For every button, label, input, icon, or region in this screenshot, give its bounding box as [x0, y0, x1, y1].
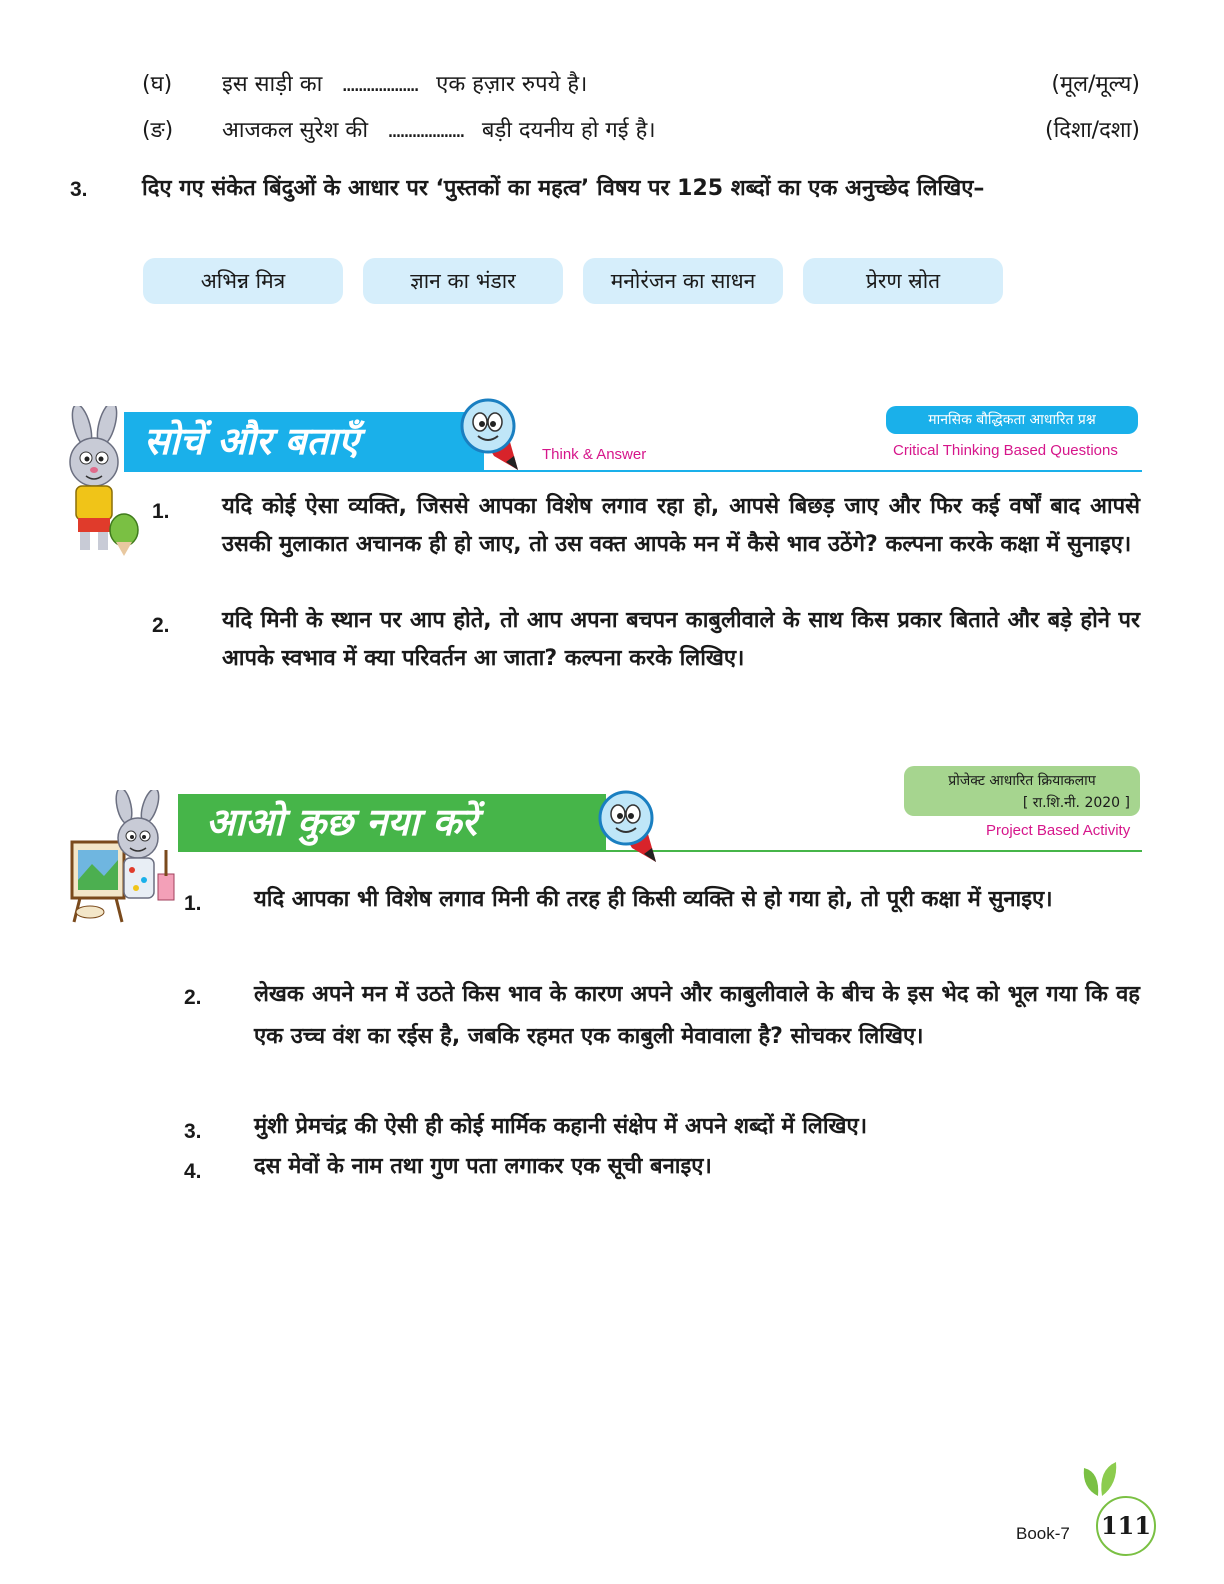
question-number: 2. [152, 614, 170, 637]
question-number: 1. [152, 500, 170, 523]
section-title: सोचें और बताएँ [144, 418, 359, 463]
blank-options: (मूल/मूल्य) [1051, 72, 1140, 97]
tag-project-hindi [904, 766, 1140, 816]
item-marker: (घ) [142, 72, 173, 97]
section-rule [124, 470, 1142, 472]
blank-after: एक हज़ार रुपये है। [436, 72, 588, 97]
blank-item-nga-text [222, 116, 656, 146]
blank-after: बड़ी दयनीय हो गई है। [481, 118, 656, 143]
rabbit-mascot-icon [52, 406, 142, 556]
question-number: 2. [184, 986, 202, 1009]
item-marker: (ङ) [142, 118, 174, 143]
blank-before: आजकल सुरेश की [222, 118, 369, 143]
pencil-mascot-icon [596, 788, 668, 864]
hint-pill: मनोरंजन का साधन [583, 258, 783, 304]
leaf-icon [1078, 1458, 1122, 1498]
blank-item-nga [142, 116, 173, 146]
blank-before: इस साड़ी का [222, 72, 323, 97]
page-number: 111 [1096, 1496, 1156, 1556]
blank-options: (दिशा/दशा) [1045, 118, 1140, 143]
pencil-mascot-icon [458, 396, 530, 472]
question-text: दिए गए संकेत बिंदुओं के आधार पर ‘पुस्तकों का महत्व’ विषय पर 125 शब्दों का एक अनुच्छेद लिखिए– [142, 176, 985, 201]
blank-dots: ................... [341, 72, 418, 97]
question-text: यदि कोई ऐसा व्यक्ति, जिससे आपका विशेष लगाव रहा हो, आपसे बिछड़ जाए और फिर कई वर्षों बाद आपसे उसकी मुलाकात अचानक ही हो जाए, तो उस वक्त आपके मन में कैसे भाव उठेंगे? कल्पना करके कक्षा में सुनाइए। [222, 494, 1140, 557]
tag-project-english: Project Based Activity [986, 822, 1131, 839]
tag-line: [ रा.शि.नी. 2020 ] [1022, 795, 1130, 811]
blank-dots: ................... [387, 118, 463, 143]
question-text: यदि आपका भी विशेष लगाव मिनी की तरह ही किसी व्यक्ति से हो गया हो, तो पूरी कक्षा में सुनाइए। [254, 887, 1053, 912]
rabbit-painter-icon [66, 790, 186, 924]
question-text: मुंशी प्रेमचंद्र की ऐसी ही कोई मार्मिक कहानी संक्षेप में अपने शब्दों में लिखिए। [254, 1114, 868, 1139]
section-banner-project [178, 794, 606, 850]
question-text: लेखक अपने मन में उठते किस भाव के कारण अपने और काबुलीवाले के बीच के इस भेद को भूल गया कि वह एक उच्च वंश का रईस है, जबकि रहमत एक काबुली मेवावाला है? सोचकर लिखिए। [254, 982, 1140, 1049]
hint-pill: प्रेरण स्रोत [803, 258, 1003, 304]
question-number: 3. [184, 1120, 202, 1143]
question-text: दस मेवों के नाम तथा गुण पता लगाकर एक सूची बनाइए। [254, 1154, 712, 1179]
question-number: 1. [184, 892, 202, 915]
hint-pill: ज्ञान का भंडार [363, 258, 563, 304]
question-number: 4. [184, 1160, 202, 1183]
section-banner-think [124, 412, 484, 470]
tag-line: प्रोजेक्ट आधारित क्रियाकलाप [948, 773, 1096, 789]
blank-item-gha-text [222, 70, 587, 100]
book-label: Book-7 [1016, 1524, 1070, 1543]
blank-item-gha [142, 70, 172, 100]
question-number: 3. [70, 178, 88, 201]
section-title: आओ कुछ नया करें [206, 799, 477, 844]
tag-critical-hindi: मानसिक बौद्धिकता आधारित प्रश्न [886, 406, 1138, 434]
tag-critical-english: Critical Thinking Based Questions [893, 442, 1118, 459]
hint-pill: अभिन्न मित्र [143, 258, 343, 304]
section-subtitle: Think & Answer [542, 446, 647, 463]
question-text: यदि मिनी के स्थान पर आप होते, तो आप अपना बचपन काबुलीवाले के साथ किस प्रकार बिताते और बड़े होने पर आपके स्वभाव में क्या परिवर्तन आ जाता? कल्पना करके लिखिए। [222, 608, 1140, 671]
